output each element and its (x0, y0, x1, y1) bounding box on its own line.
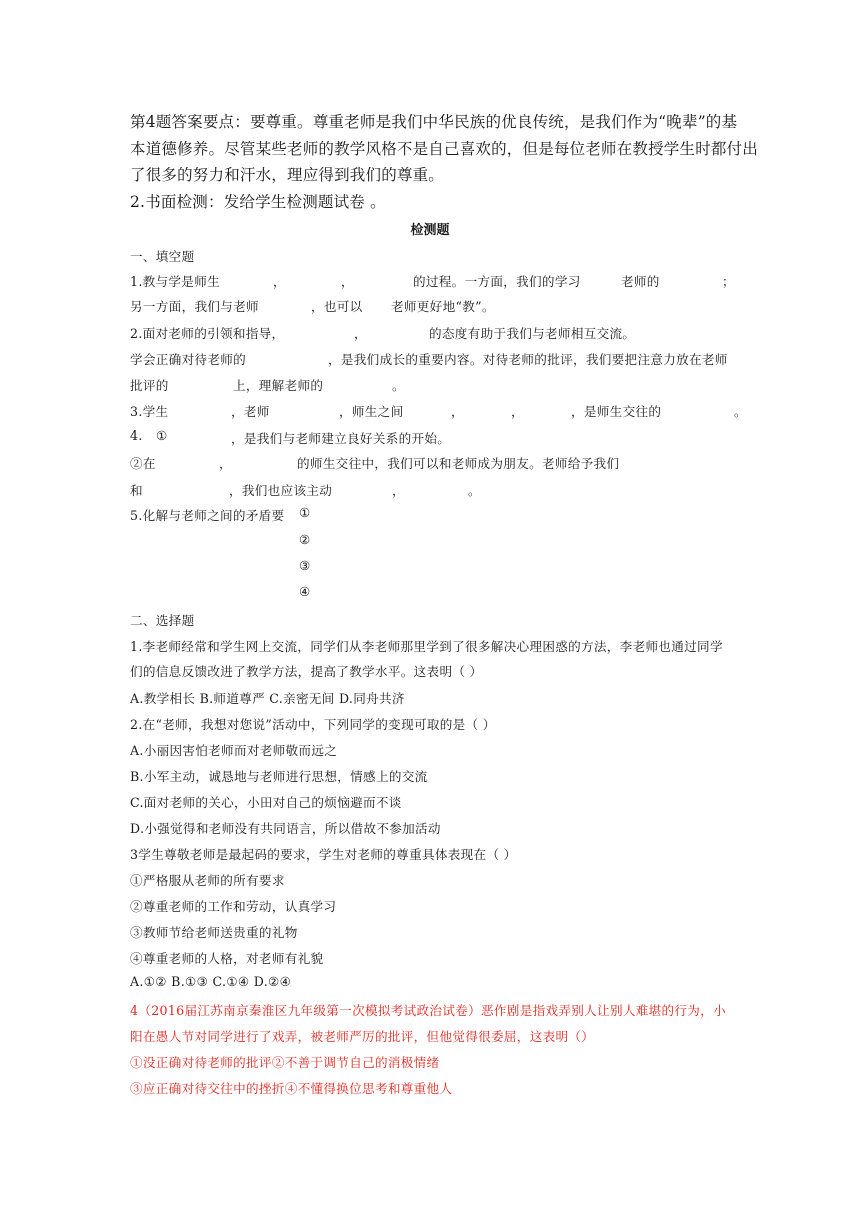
choice-q3-options: A.①② B.①③ C.①④ D.②④ (130, 974, 292, 989)
choice-q4-statement: ③应正确对待交往中的挫折④不懂得换位思考和尊重他人 (130, 1081, 453, 1096)
choice-q1-line: 们的信息反馈改进了教学方法，提高了教学水平。这表明（ ） (130, 664, 483, 679)
fill-q5-item: ③ (299, 558, 311, 573)
choice-q3-statement: ②尊重老师的工作和劳动，认真学习 (130, 899, 337, 914)
fill-q1-text: 的过程。一方面，我们的学习 (413, 274, 581, 289)
intro-line-2: 本道德修养。尽管某些老师的教学风格不是自己喜欢的，但是每位老师在教授学生时都付出 (130, 140, 759, 158)
fill-q5-item: ① (299, 505, 311, 520)
choice-q4-statement: ①没正确对待老师的批评②不善于调节自己的消极情绪 (130, 1055, 440, 1070)
fill-q4-comma: ， (219, 456, 232, 471)
fill-q1-text: 老师的 (621, 274, 660, 289)
fill-q5-item: ④ (299, 584, 311, 599)
fill-q4-number: 4. (130, 428, 143, 443)
choice-q2-option: D.小强觉得和老师没有共同语言，所以借故不参加活动 (130, 821, 441, 836)
fill-q2-period: 。 (392, 378, 405, 393)
choice-q3-statement: ④尊重老师的人格，对老师有礼貌 (130, 951, 324, 966)
fill-q1-text: 另一方面，我们与老师 (130, 299, 259, 314)
fill-q4-text: 和 (130, 483, 143, 498)
fill-q1-text: ，也可以 (311, 299, 363, 314)
fill-q4-text: ，是我们与老师建立良好关系的开始。 (231, 431, 451, 446)
fill-q3-text: ，是师生交往的 (571, 404, 662, 419)
choice-q2-option: A.小丽因害怕老师而对老师敬而远之 (130, 743, 338, 758)
choice-q3-line: 3学生尊敬老师是最起码的要求，学生对老师的尊重具体表现在（ ） (130, 847, 517, 862)
choice-q2-option: C.面对老师的关心，小田对自己的烦恼避而不谈 (130, 795, 402, 810)
choice-q2-line: 2.在“老师，我想对您说”活动中，下列同学的变现可取的是（ ） (130, 717, 496, 732)
fill-q4-text: ②在 (130, 456, 156, 471)
fill-heading: 一、填空题 (130, 249, 195, 264)
fill-q3-comma: ， (511, 404, 524, 419)
intro-line-4: 2.书面检测：发给学生检测题试卷 。 (130, 193, 386, 211)
fill-q1-text: 老师更好地“教”。 (391, 299, 495, 314)
choice-q4-line: 阳在愚人节对同学进行了戏弄，被老师严厉的批评，但他觉得很委屈，这表明（） (130, 1029, 595, 1044)
fill-q3-period: 。 (734, 404, 747, 419)
fill-q4-period: 。 (468, 483, 481, 498)
fill-q1-semicolon: ； (722, 274, 735, 289)
fill-q5-text: 5.化解与老师之间的矛盾要 (130, 508, 285, 523)
choice-q4-line: 4（2016届江苏南京秦淮区九年级第一次模拟考试政治试卷）恶作剧是指戏弄别人让别人难堪的行为，小 (130, 1003, 726, 1018)
choice-q1-options: A.教学相长 B.师道尊严 C.亲密无间 D.同舟共济 (130, 691, 405, 706)
choice-q1-line: 1.李老师经常和学生网上交流，同学们从李老师那里学到了很多解决心理困惑的方法，李老师也通过同学 (130, 639, 723, 654)
fill-q3-text: ，师生之间 (339, 404, 404, 419)
fill-q3-text: ，老师 (231, 404, 270, 419)
test-title: 检测题 (410, 223, 450, 238)
choice-q3-statement: ③教师节给老师送贵重的礼物 (130, 925, 298, 940)
fill-q4-marker: ① (156, 428, 168, 443)
choice-q3-statement: ①严格服从老师的所有要求 (130, 873, 285, 888)
fill-q2-text: 学会正确对待老师的 (130, 352, 247, 367)
fill-q1-comma: ， (341, 274, 354, 289)
fill-q2-text: 上，理解老师的 (233, 378, 324, 393)
fill-q2-text: 的态度有助于我们与老师相互交流。 (429, 326, 636, 341)
fill-q2-text: 2.面对老师的引领和指导， (130, 326, 285, 341)
choice-q2-option: B.小军主动，诚恳地与老师进行思想，情感上的交流 (130, 769, 428, 784)
fill-q2-text: ，是我们成长的重要内容。对待老师的批评，我们要把注意力放在老师 (328, 352, 728, 367)
fill-q1-comma: ， (273, 274, 286, 289)
fill-q4-text: ，我们也应该主动 (229, 483, 333, 498)
fill-q4-text: 的师生交往中，我们可以和老师成为朋友。老师给予我们 (297, 456, 620, 471)
fill-q5-item: ② (299, 532, 311, 547)
fill-q1-text: 1.教与学是师生 (130, 274, 220, 289)
fill-q2-text: 批评的 (130, 378, 169, 393)
fill-q3-text: 3.学生 (130, 404, 169, 419)
intro-line-1: 第4题答案要点：要尊重。尊重老师是我们中华民族的优良传统，是我们作为“晚辈”的基 (130, 113, 738, 131)
choice-heading: 二、选择题 (130, 613, 195, 628)
fill-q3-comma: ， (451, 404, 464, 419)
fill-q2-comma: ， (354, 326, 367, 341)
fill-q4-comma: ， (392, 483, 405, 498)
intro-line-3: 了很多的努力和汗水，理应得到我们的尊重。 (130, 166, 445, 184)
